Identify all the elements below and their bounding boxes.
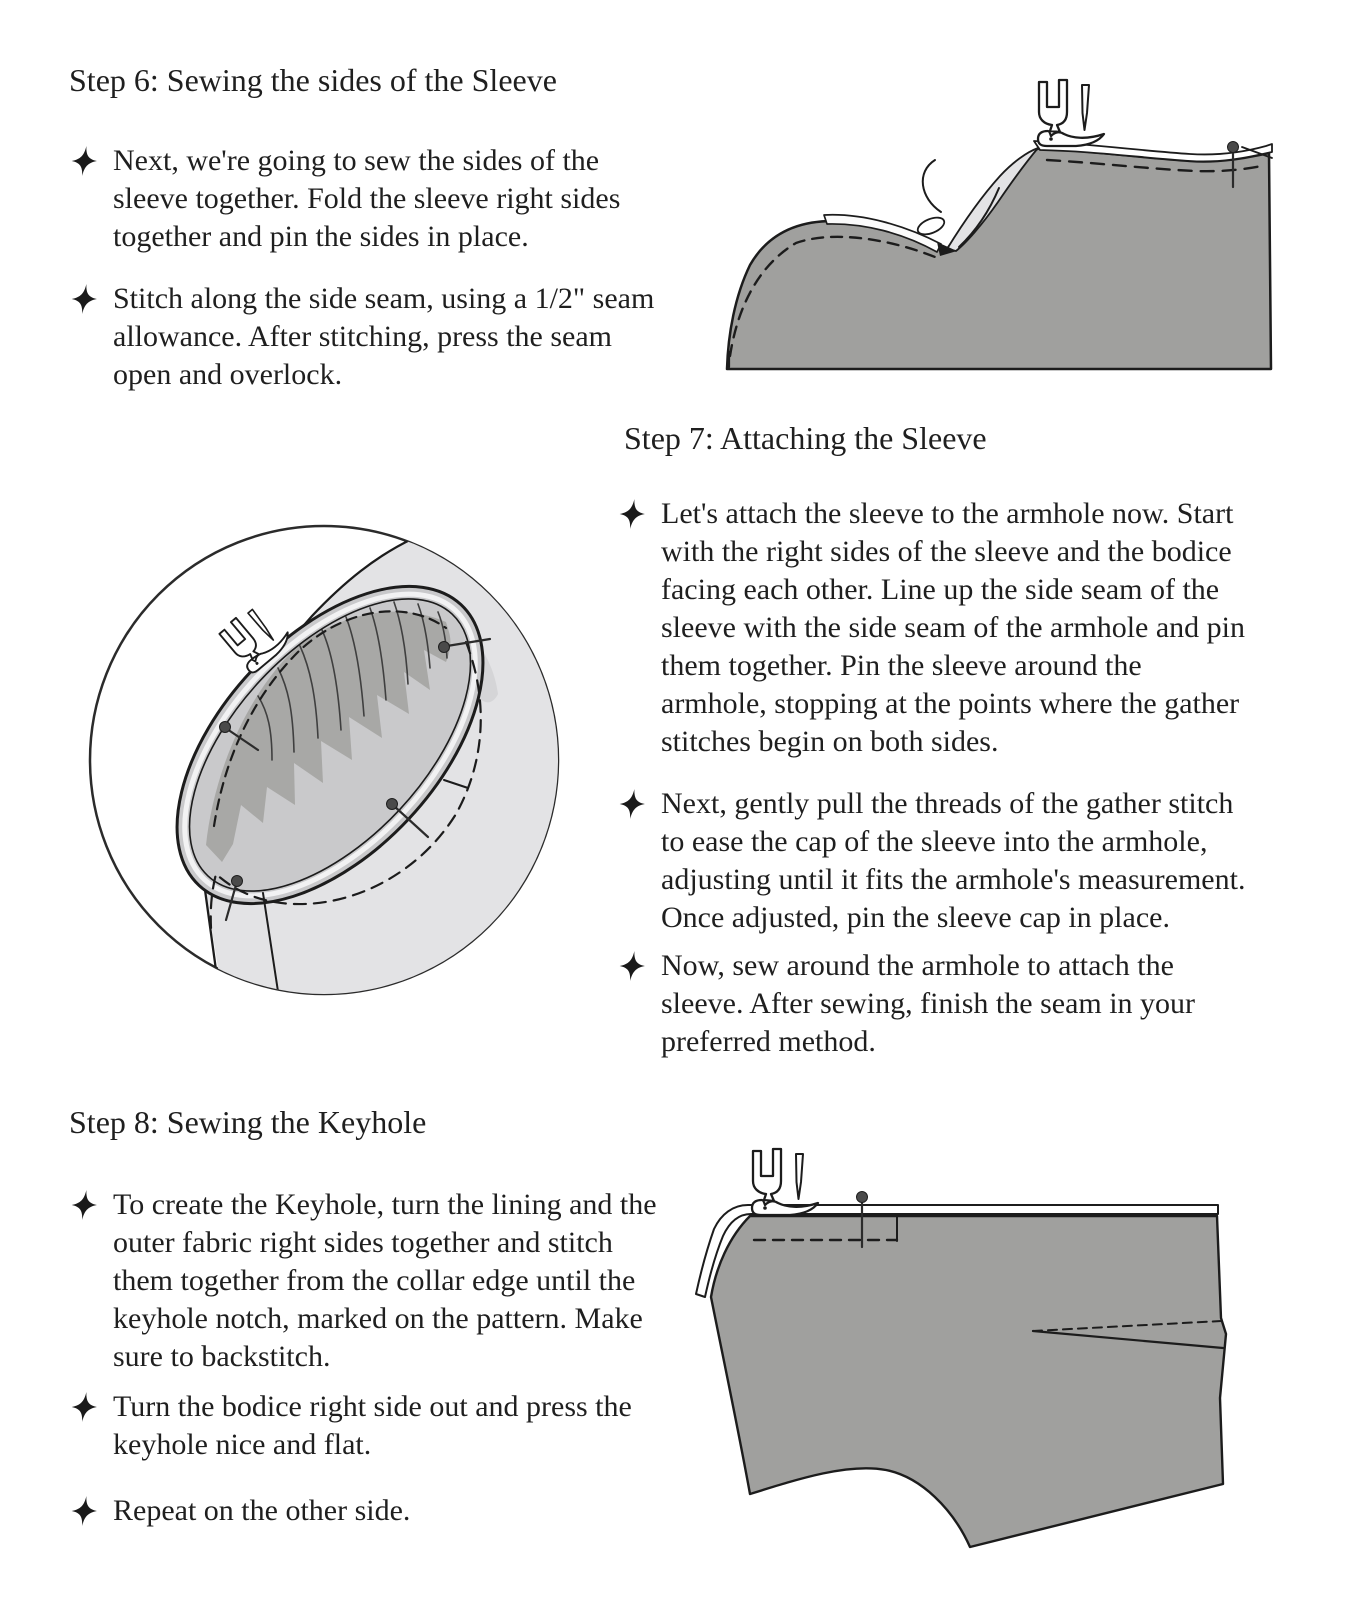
sparkle-bullet-icon: [617, 497, 647, 531]
step-6-heading: Step 6: Sewing the sides of the Sleeve: [69, 62, 557, 98]
step-8-bullet-3: [69, 1492, 663, 1530]
step-8-bullet-2: [69, 1388, 663, 1464]
step-8-bullet-1: [69, 1186, 663, 1376]
bullet-text: Turn the bodice right side out and press the keyhole nice and flat.: [113, 1390, 632, 1461]
sleeve-side-seam-illustration: [695, 58, 1280, 378]
step-8-heading: Step 8: Sewing the Keyhole: [69, 1104, 427, 1140]
bullet-text: To create the Keyhole, turn the lining and the outer fabric right sides together and stitch them together from the collar edge until the keyhole notch, marked on the pattern. Make sure to backstitch.: [113, 1188, 657, 1373]
bullet-text: Next, gently pull the threads of the gather stitch to ease the cap of the sleeve into the armhole, adjusting until it fits the armhole's measurement. Once adjusted, pin the sleeve cap in place.: [661, 787, 1246, 934]
bullet-text: Now, sew around the armhole to attach the sleeve. After sewing, finish the seam in your preferred method.: [661, 949, 1196, 1058]
step-7-bullet-2: [617, 785, 1246, 937]
sparkle-bullet-icon: [617, 949, 647, 983]
bullet-text: Let's attach the sleeve to the armhole now. Start with the right sides of the sleeve and the bodice facing each other. Line up the side seam of the sleeve with the side seam of the armhole and pin them together. Pin the sleeve around the armhole, stopping at the points where the gather stitches begin on both sides.: [661, 497, 1245, 758]
step-7-bullet-3: [617, 947, 1246, 1061]
bullet-text: Stitch along the side seam, using a 1/2" seam allowance. After stitching, press the seam open and overlock.: [113, 282, 655, 391]
sparkle-bullet-icon: [617, 787, 647, 821]
sparkle-bullet-icon: [69, 144, 99, 178]
bodice-fabric: [711, 1216, 1226, 1547]
sleeve-armhole-pinned-illustration: [88, 522, 566, 1000]
sparkle-bullet-icon: [69, 1390, 99, 1424]
step-6-bullet-2: [69, 280, 663, 394]
bullet-text: Repeat on the other side.: [113, 1494, 411, 1527]
thread-curl: [923, 160, 941, 212]
presser-foot-icon: [1038, 80, 1104, 146]
sparkle-bullet-icon: [69, 282, 99, 316]
step-7-bullet-1: [617, 495, 1246, 761]
thread-loop: [915, 214, 946, 237]
keyhole-bodice-illustration: [688, 1142, 1233, 1557]
bullet-text: Next, we're going to sew the sides of the sleeve together. Fold the sleeve right sides together and pin the sides in place.: [113, 144, 621, 253]
sparkle-bullet-icon: [69, 1494, 99, 1528]
step-6-bullet-1: [69, 142, 663, 256]
presser-foot-icon: [752, 1149, 818, 1215]
step-7-heading: Step 7: Attaching the Sleeve: [624, 420, 987, 456]
sparkle-bullet-icon: [69, 1188, 99, 1222]
